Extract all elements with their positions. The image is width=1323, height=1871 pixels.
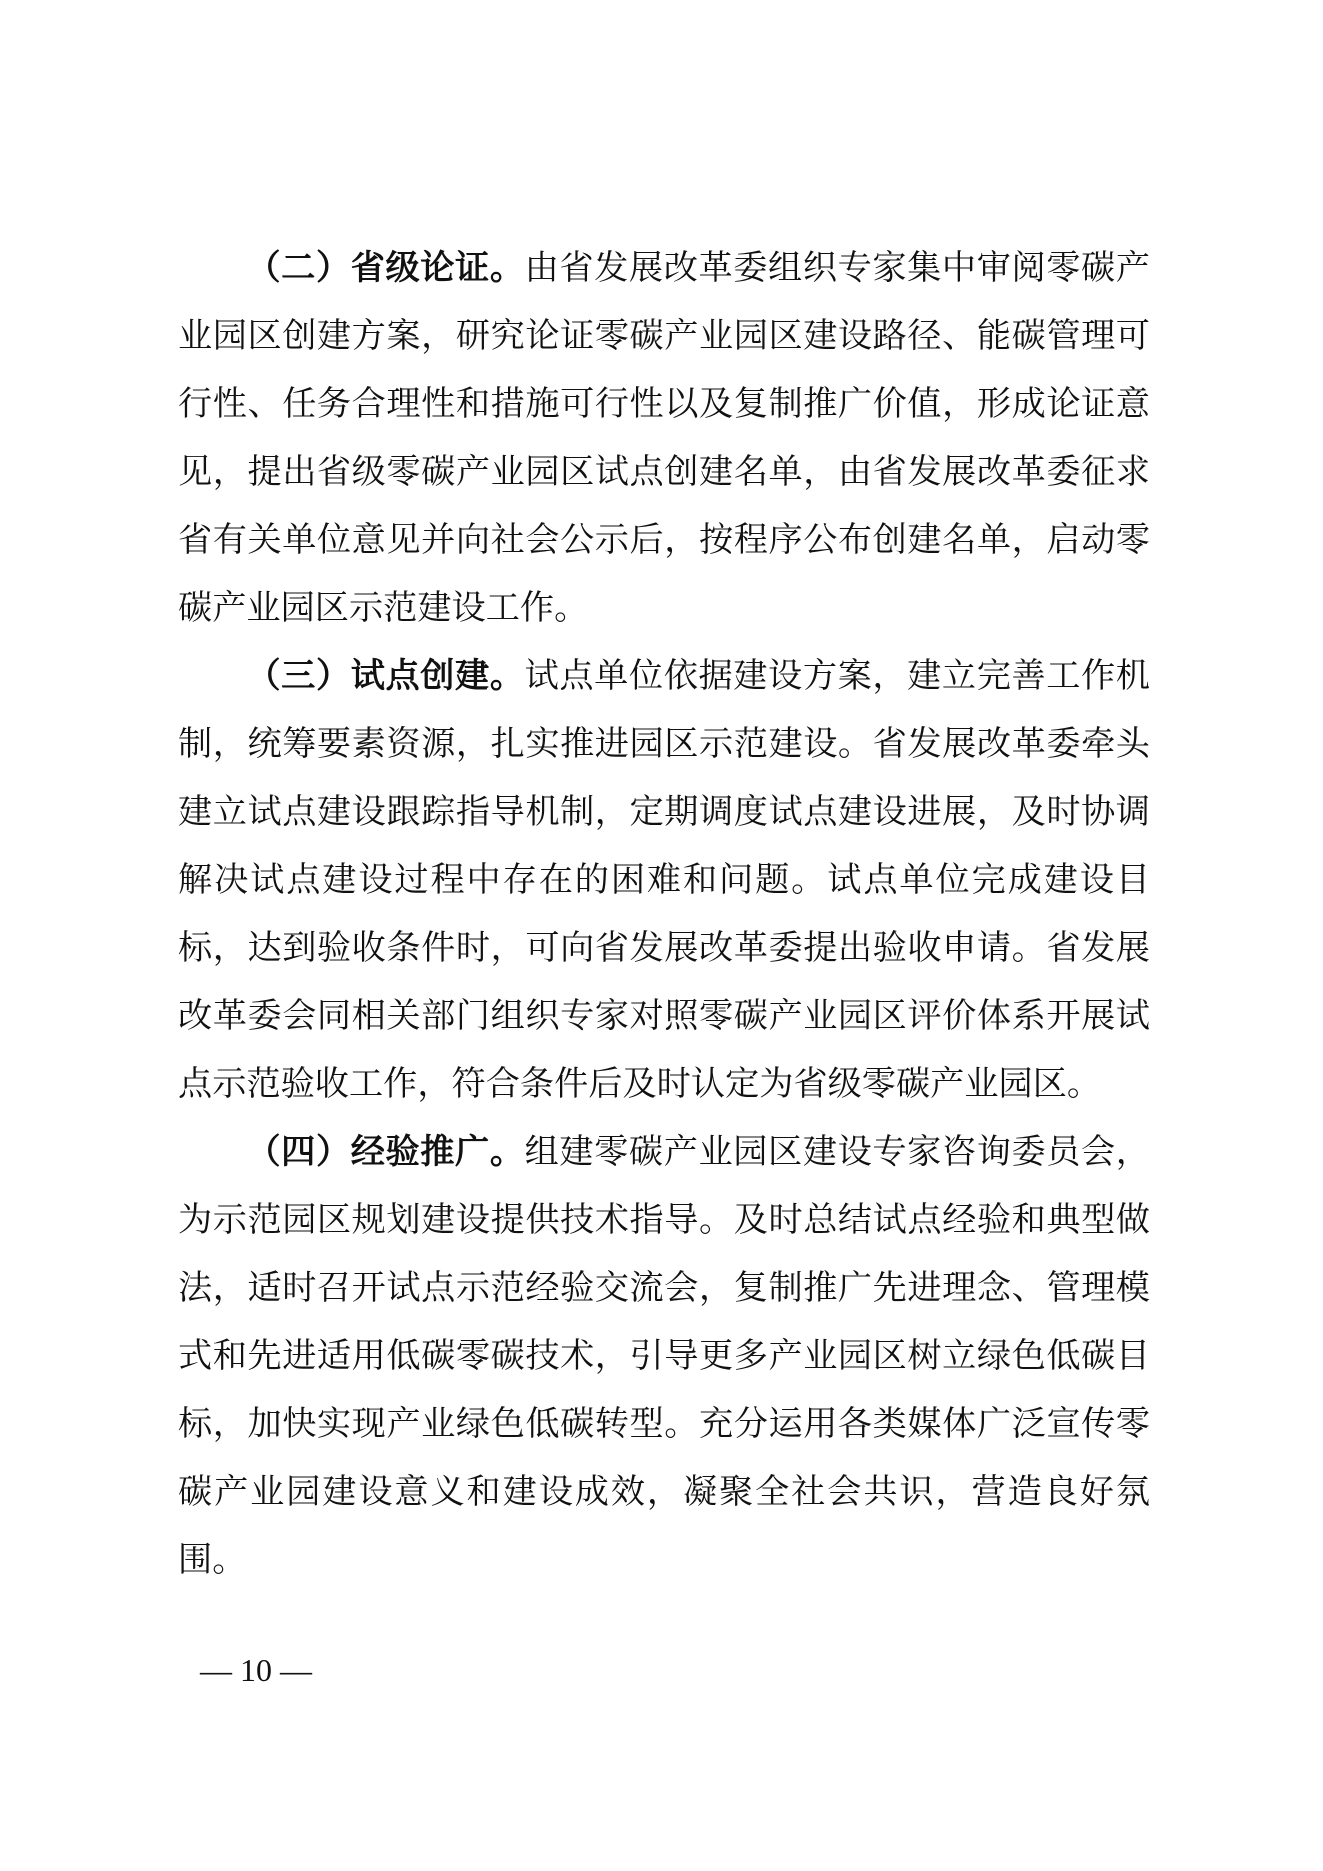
paragraph-text-pilot-creation: 试点单位依据建设方案，建立完善工作机制，统筹要素资源，扎实推进园区示范建设。省发展改革委牵头建立试点建设跟踪指导机制，定期调度试点建设进展，及时协调解决试点建设过程中存在的困难和问题。试点单位完成建设目标，达到验收条件时，可向省发展改革委提出验收申请。省发展改革委会同相关部门组织专家对照零碳产业园区评价体系开展试点示范验收工作，符合条件后及时认定为省级零碳产业园区。 — [178, 656, 1150, 1104]
document-body — [178, 234, 1150, 1594]
section-heading-pilot-creation: （三）试点创建。 — [246, 656, 525, 696]
paragraph-experience-promotion — [178, 1118, 1150, 1594]
section-heading-experience-promotion: （四）经验推广。 — [246, 1132, 525, 1172]
paragraph-provincial-review — [178, 234, 1150, 642]
page-number: — 10 — — [200, 1652, 312, 1688]
paragraph-text-experience-promotion: 组建零碳产业园区建设专家咨询委员会，为示范园区规划建设提供技术指导。及时总结试点经验和典型做法，适时召开试点示范经验交流会，复制推广先进理念、管理模式和先进适用低碳零碳技术，引导更多产业园区树立绿色低碳目标，加快实现产业绿色低碳转型。充分运用各类媒体广泛宣传零碳产业园建设意义和建设成效，凝聚全社会共识，营造良好氛围。 — [178, 1132, 1150, 1580]
section-heading-provincial-review: （二）省级论证。 — [246, 248, 525, 288]
paragraph-pilot-creation — [178, 642, 1150, 1118]
paragraph-text-provincial-review: 由省发展改革委组织专家集中审阅零碳产业园区创建方案，研究论证零碳产业园区建设路径、能碳管理可行性、任务合理性和措施可行性以及复制推广价值，形成论证意见，提出省级零碳产业园区试点创建名单，由省发展改革委征求省有关单位意见并向社会公示后，按程序公布创建名单，启动零碳产业园区示范建设工作。 — [178, 248, 1150, 628]
